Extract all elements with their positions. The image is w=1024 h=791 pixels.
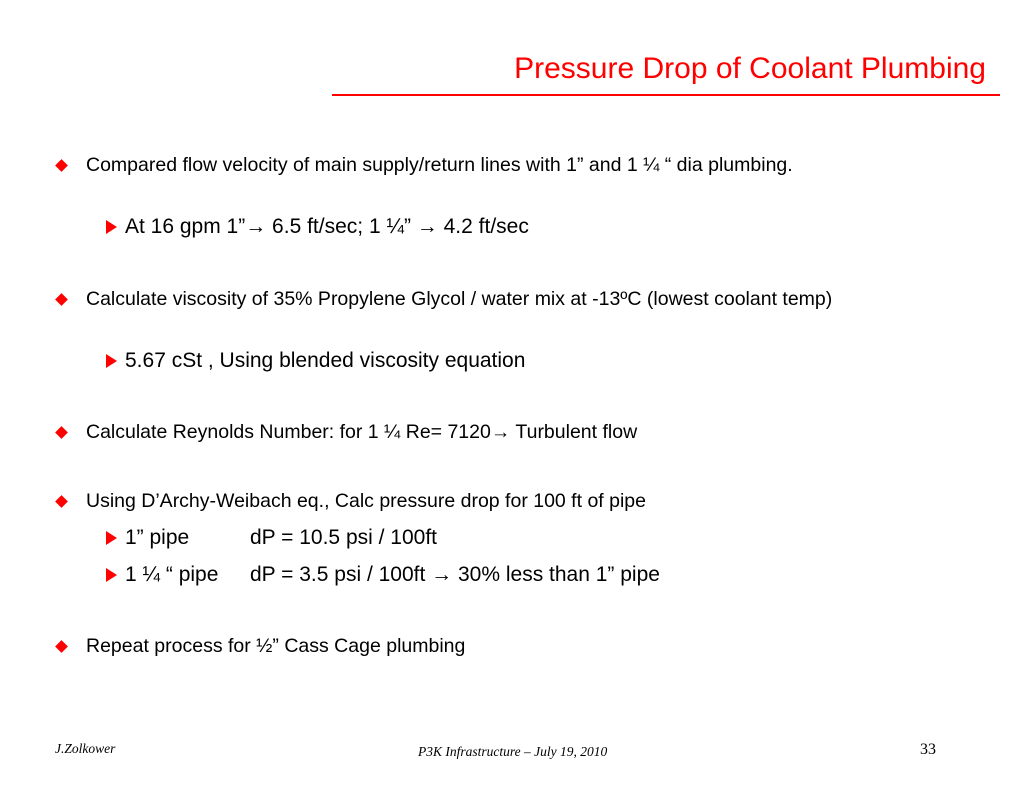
diamond-bullet-icon [55,159,68,172]
bullet-item-1 [57,153,977,178]
sub-bullet-item [106,348,525,374]
sub-bullet-item [106,562,660,588]
bullet-text: Compared flow velocity of main supply/return lines with 1” and 1 ¼ “ dia plumbing. [86,154,793,176]
sub-bullet-text: 5.67 cSt , Using blended viscosity equation [125,349,526,372]
arrow-bullet-icon [106,531,117,545]
sub-bullet-item [106,214,529,240]
arrow-bullet-icon [106,220,117,234]
diamond-bullet-icon [55,293,68,306]
bullet-item-4 [57,489,977,514]
bullet-text: Using D’Archy-Weibach eq., Calc pressure drop for 100 ft of pipe [86,490,646,512]
footer-center: P3K Infrastructure – July 19, 2010 [418,744,608,759]
bullet-text: Calculate viscosity of 35% Propylene Glycol / water mix at -13ºC (lowest coolant temp) [86,288,833,310]
footer-author: J.Zolkower [55,741,116,756]
pressure-drop-value: dP = 3.5 psi / 100ft → 30% less than 1” pipe [250,563,660,586]
bullet-item-2 [57,287,977,312]
diamond-bullet-icon [55,495,68,508]
bullet-text: Repeat process for ½” Cass Cage plumbing [86,635,466,657]
title-underline [332,94,1000,96]
page-number: 33 [920,741,936,758]
bullet-item-5 [57,634,977,659]
sub-bullet-item [106,525,437,551]
diamond-bullet-icon [55,640,68,653]
pressure-drop-value: dP = 10.5 psi / 100ft [250,526,438,549]
arrow-bullet-icon [106,568,117,582]
sub-bullet-text: At 16 gpm 1”→ 6.5 ft/sec; 1 ¼” → 4.2 ft/sec [125,215,529,238]
bullet-text: Calculate Reynolds Number: for 1 ¼ Re= 7120→ Turbulent flow [86,421,638,443]
diamond-bullet-icon [55,426,68,439]
slide-title: Pressure Drop of Coolant Plumbing [514,52,986,85]
bullet-item-3 [57,420,977,445]
arrow-bullet-icon [106,354,117,368]
pipe-label: 1 ¼ “ pipe [125,563,219,586]
pipe-label: 1” pipe [125,526,190,549]
